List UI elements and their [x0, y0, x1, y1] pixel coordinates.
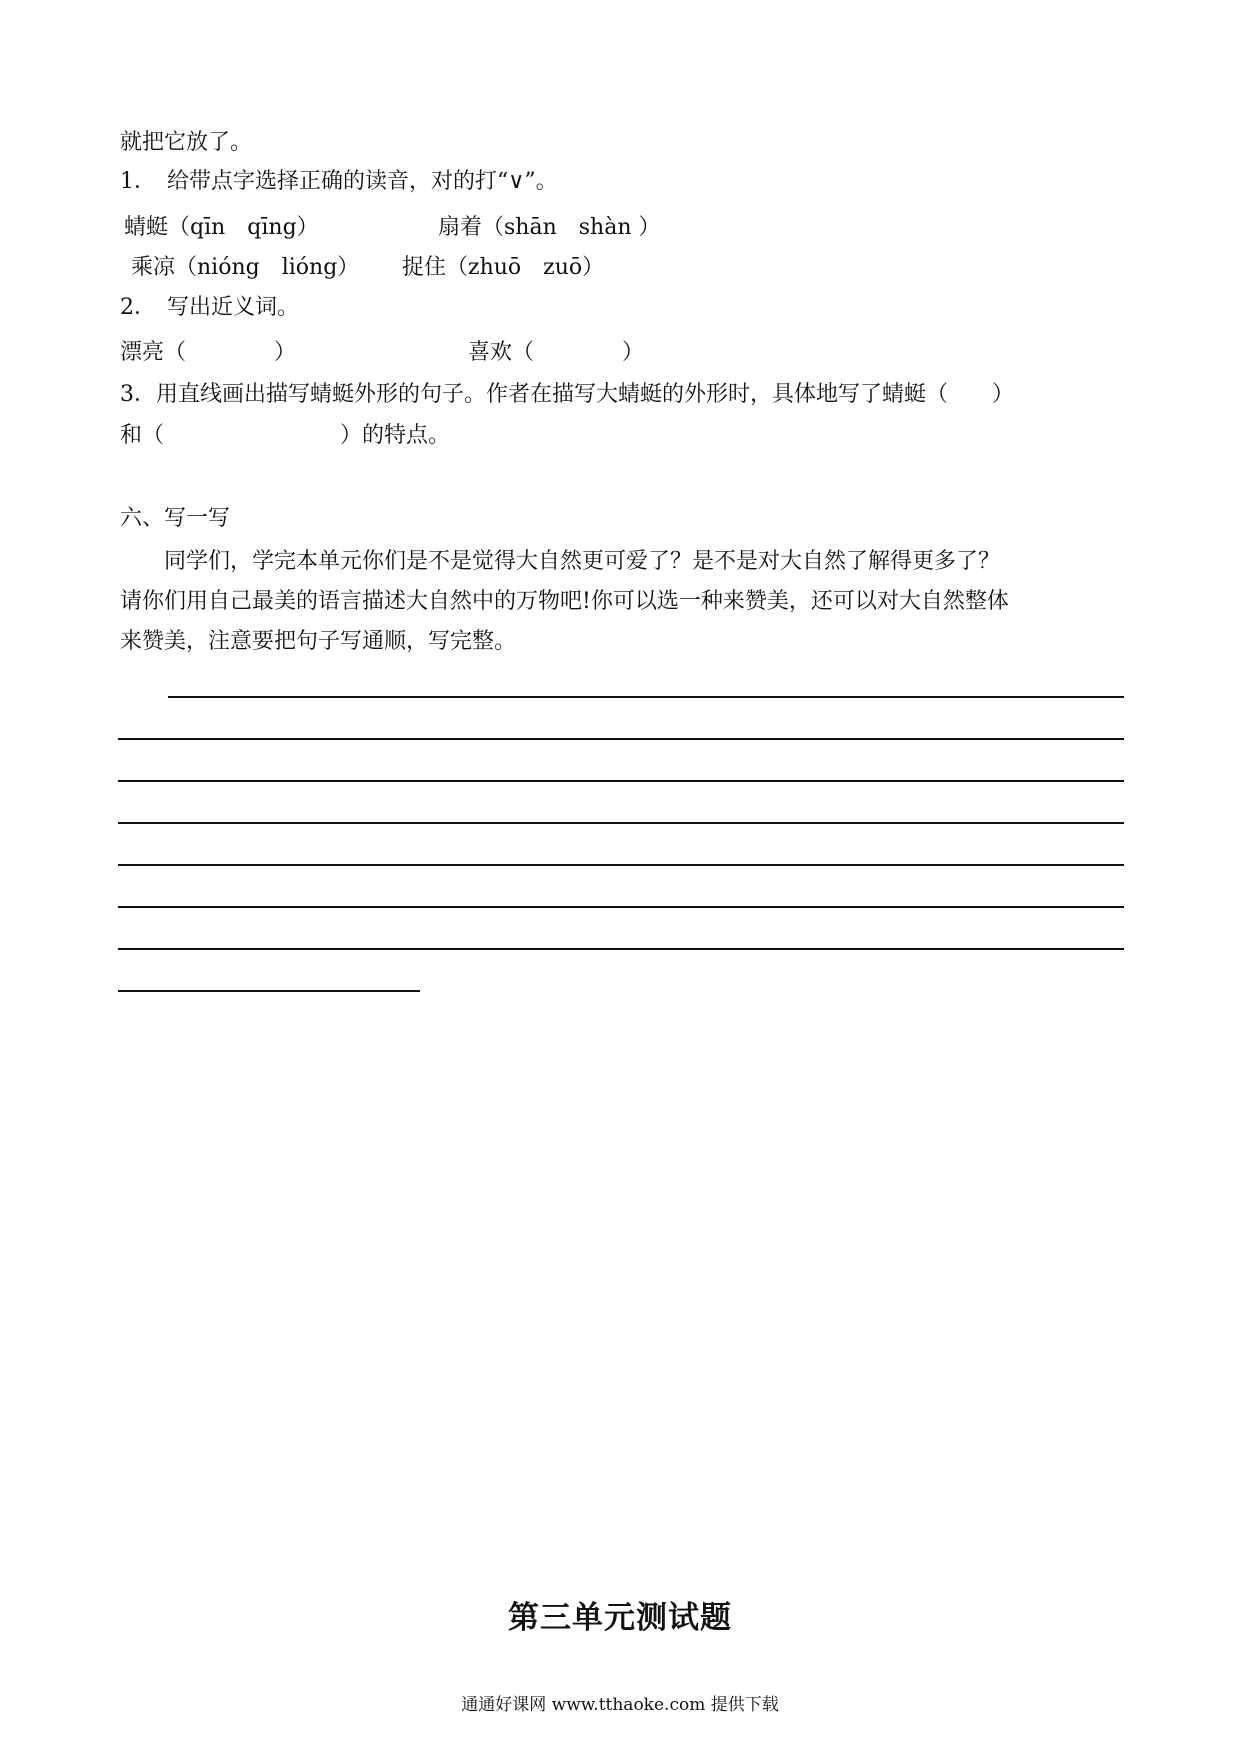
- writing-line[interactable]: [118, 906, 1124, 908]
- q1-option-fanning: 扇着（shān shàn ）: [438, 215, 661, 240]
- continuation-text: 就把它放了。: [120, 130, 253, 155]
- q3-stem-line1: 3．用直线画出描写蜻蜓外形的句子。作者在描写大蜻蜓的外形时，具体地写了蜻蜓（ ）: [120, 382, 1015, 407]
- writing-line[interactable]: [118, 738, 1124, 740]
- section6-heading: 六、写一写: [120, 506, 231, 531]
- writing-line[interactable]: [168, 696, 1124, 698]
- q2-blank-pretty: 漂亮（ ）: [120, 340, 297, 365]
- q1-option-cool: 乘凉（nióng lióng）: [131, 255, 360, 280]
- q1-option-catch: 捉住（zhuō zuō）: [402, 255, 605, 280]
- q2-stem: 2． 写出近义词。: [120, 295, 299, 320]
- section6-paragraph-line1: 同学们，学完本单元你们是不是觉得大自然更可爱了？是不是对大自然了解得更多了？: [120, 549, 1001, 574]
- q3-stem-line2: 和（ ）的特点。: [120, 423, 451, 448]
- section6-paragraph-line3: 来赞美，注意要把句子写通顺，写完整。: [120, 629, 517, 654]
- page-footer: 通通好课网 www.tthaoke.com 提供下载: [461, 1695, 779, 1715]
- unit-title: 第三单元测试题: [508, 1600, 732, 1636]
- writing-line[interactable]: [118, 990, 420, 992]
- writing-line[interactable]: [118, 948, 1124, 950]
- q1-option-dragonfly: 蜻蜓（qīn qīng）: [124, 215, 319, 240]
- writing-line[interactable]: [118, 822, 1124, 824]
- writing-line[interactable]: [118, 780, 1124, 782]
- q1-stem: 1． 给带点字选择正确的读音，对的打“∨”。: [120, 169, 558, 194]
- q2-blank-like: 喜欢（ ）: [468, 340, 645, 365]
- section6-paragraph-line2: 请你们用自己最美的语言描述大自然中的万物吧!你可以选一种来赞美，还可以对大自然整体: [120, 589, 1009, 614]
- writing-line[interactable]: [118, 864, 1124, 866]
